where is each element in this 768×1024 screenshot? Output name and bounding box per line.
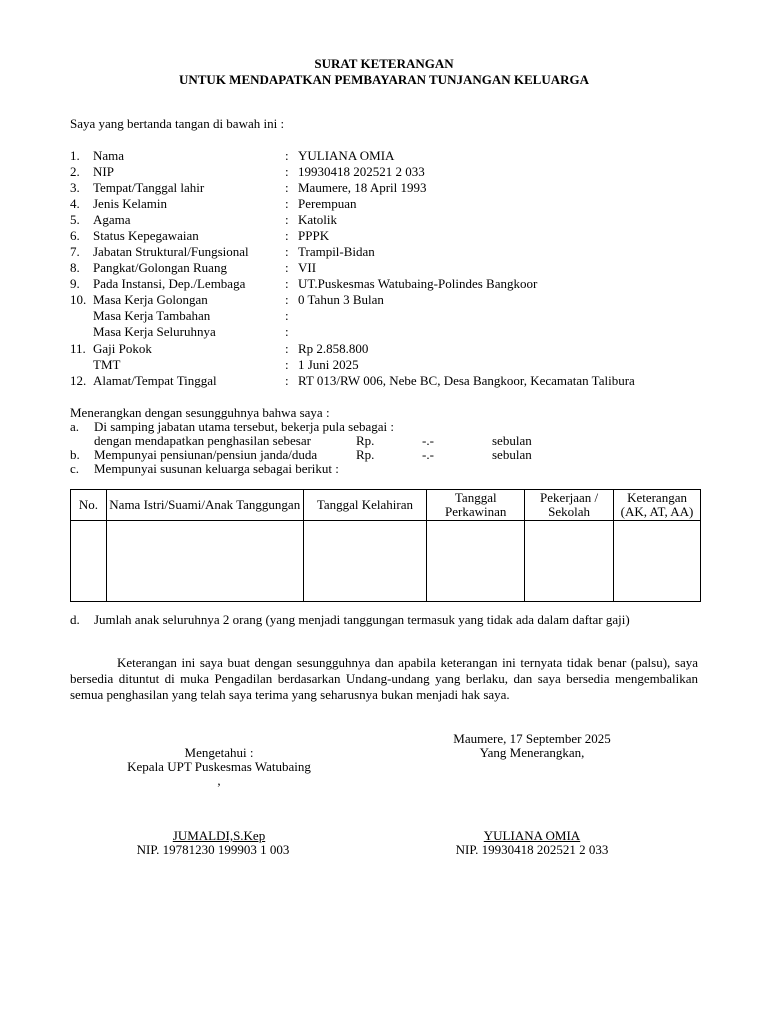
field-number: 8. <box>70 260 80 275</box>
field-value: RT 013/RW 006, Nebe BC, Desa Bangkoor, Kecamatan Talibura <box>298 373 635 388</box>
item-c-line: Mempunyai susunan keluarga sebagai berikut : <box>94 461 339 476</box>
col-header-no: No. <box>71 490 107 521</box>
table-row <box>71 521 701 602</box>
col-header-name: Nama Istri/Suami/Anak Tanggungan <box>106 490 303 521</box>
field-label: Nama <box>93 148 125 163</box>
field-number: 9. <box>70 276 80 291</box>
col-header-birth-date: Tanggal Kelahiran <box>303 490 427 521</box>
field-label: Masa Kerja Tambahan <box>93 308 211 323</box>
field-label: Masa Kerja Seluruhnya <box>93 324 216 339</box>
field-colon: : <box>285 212 289 227</box>
item-a-per-month: sebulan <box>492 433 532 448</box>
field-number: 3. <box>70 180 80 195</box>
col-header-occupation: Pekerjaan / Sekolah <box>525 490 614 521</box>
closing-paragraph: Keterangan ini saya buat dengan sesungguhnya dan apabila keterangan ini ternyata tidak benar (palsu), saya bersedia dituntut di muka Pengadilan berdasarkan Undang-undang yang berlaku, dan saya bersedia mengembalikan semua penghasilan yang telah saya terima yang seharusnya bukan menjadi hak saya. <box>70 655 698 702</box>
declarant-label: Yang Menerangkan, <box>479 745 585 760</box>
field-row <box>70 341 710 357</box>
field-label: Agama <box>93 212 131 227</box>
field-label: Masa Kerja Golongan <box>93 292 208 307</box>
place-date: Maumere, 17 September 2025 <box>453 731 611 746</box>
declarant-name: YULIANA OMIA <box>483 828 581 843</box>
field-colon: : <box>285 260 289 275</box>
statement-intro: Menerangkan dengan sesungguhnya bahwa saya : <box>70 405 330 420</box>
field-label: NIP <box>93 164 114 179</box>
family-table-header-row <box>71 490 701 521</box>
field-value: Maumere, 18 April 1993 <box>298 180 427 195</box>
field-colon: : <box>285 341 289 356</box>
item-a-rp: Rp. <box>356 433 375 448</box>
field-number: 5. <box>70 212 80 227</box>
field-colon: : <box>285 292 289 307</box>
field-value: 19930418 202521 2 033 <box>298 164 425 179</box>
field-value: UT.Puskesmas Watubaing-Polindes Bangkoor <box>298 276 538 291</box>
item-c-letter: c. <box>70 461 80 476</box>
field-label: Pangkat/Golongan Ruang <box>93 260 227 275</box>
field-number: 6. <box>70 228 80 243</box>
field-label: Pada Instansi, Dep./Lembaga <box>93 276 246 291</box>
field-colon: : <box>285 180 289 195</box>
letter-subtitle: UNTUK MENDAPATKAN PEMBAYARAN TUNJANGAN KELUARGA <box>178 72 589 87</box>
field-row <box>70 244 710 260</box>
field-value: Rp 2.858.800 <box>298 341 369 356</box>
field-label: TMT <box>93 357 121 372</box>
item-a-line1: Di samping jabatan utama tersebut, bekerja pula sebagai : <box>94 419 394 434</box>
intro-text: Saya yang bertanda tangan di bawah ini : <box>70 116 285 131</box>
declarant-nip: NIP. 19930418 202521 2 033 <box>455 842 609 857</box>
head-comma: , <box>217 773 221 788</box>
field-row <box>70 373 710 389</box>
field-row <box>70 292 710 308</box>
field-colon: : <box>285 324 289 339</box>
item-b-line: Mempunyai pensiunan/pensiun janda/duda <box>94 447 318 462</box>
field-label: Gaji Pokok <box>93 341 152 356</box>
field-number: 7. <box>70 244 80 259</box>
item-a-line2: dengan mendapatkan penghasilan sebesar <box>94 433 311 448</box>
col-header-remarks: Keterangan (AK, AT, AA) <box>614 490 701 521</box>
field-row <box>70 148 710 164</box>
field-colon: : <box>285 244 289 259</box>
field-row <box>70 308 710 324</box>
field-label: Jabatan Struktural/Fungsional <box>93 244 249 259</box>
table-cell <box>106 521 303 602</box>
field-value: 1 Juni 2025 <box>298 357 359 372</box>
field-value: YULIANA OMIA <box>298 148 395 163</box>
col-header-marriage-date: Tanggal Perkawinan <box>427 490 525 521</box>
field-number: 2. <box>70 164 80 179</box>
field-label: Jenis Kelamin <box>93 196 168 211</box>
item-d-letter: d. <box>70 612 80 627</box>
field-value: VII <box>298 260 317 275</box>
field-row <box>70 212 710 228</box>
field-row <box>70 164 710 180</box>
field-colon: : <box>285 164 289 179</box>
field-row <box>70 357 710 373</box>
field-row <box>70 180 710 196</box>
acknowledged-label: Mengetahui : <box>184 745 254 760</box>
field-number: 11. <box>70 341 86 356</box>
field-number: 1. <box>70 148 80 163</box>
field-label: Status Kepegawaian <box>93 228 199 243</box>
table-cell <box>614 521 701 602</box>
head-name: JUMALDI,S.Kep <box>172 828 266 843</box>
field-colon: : <box>285 228 289 243</box>
item-b-letter: b. <box>70 447 80 462</box>
field-label: Alamat/Tempat Tinggal <box>93 373 217 388</box>
item-a-amount: -.- <box>422 433 434 448</box>
field-row <box>70 228 710 244</box>
field-row <box>70 260 710 276</box>
field-number: 10. <box>70 292 87 307</box>
table-cell <box>427 521 525 602</box>
head-title: Kepala UPT Puskesmas Watubaing <box>127 759 311 774</box>
letter-title: SURAT KETERANGAN <box>314 56 454 71</box>
field-colon: : <box>285 276 289 291</box>
field-value: 0 Tahun 3 Bulan <box>298 292 384 307</box>
field-colon: : <box>285 148 289 163</box>
head-nip: NIP. 19781230 199903 1 003 <box>136 842 290 857</box>
field-row <box>70 276 710 292</box>
field-number: 12. <box>70 373 87 388</box>
field-value: Katolik <box>298 212 337 227</box>
field-colon: : <box>285 357 289 372</box>
field-colon: : <box>285 373 289 388</box>
table-cell <box>303 521 427 602</box>
field-number: 4. <box>70 196 80 211</box>
item-d-text: Jumlah anak seluruhnya 2 orang (yang menjadi tanggungan termasuk yang tidak ada dalam daftar gaji) <box>94 612 630 627</box>
family-table <box>70 489 701 602</box>
item-b-per-month: sebulan <box>492 447 532 462</box>
field-value: Perempuan <box>298 196 357 211</box>
table-cell <box>525 521 614 602</box>
table-cell <box>71 521 107 602</box>
field-row <box>70 324 710 340</box>
field-colon: : <box>285 308 289 323</box>
field-row <box>70 196 710 212</box>
item-b-rp: Rp. <box>356 447 375 462</box>
field-label: Tempat/Tanggal lahir <box>93 180 205 195</box>
field-value: Trampil-Bidan <box>298 244 375 259</box>
field-value: PPPK <box>298 228 330 243</box>
item-a-letter: a. <box>70 419 80 434</box>
field-colon: : <box>285 196 289 211</box>
item-b-amount: -.- <box>422 447 434 462</box>
